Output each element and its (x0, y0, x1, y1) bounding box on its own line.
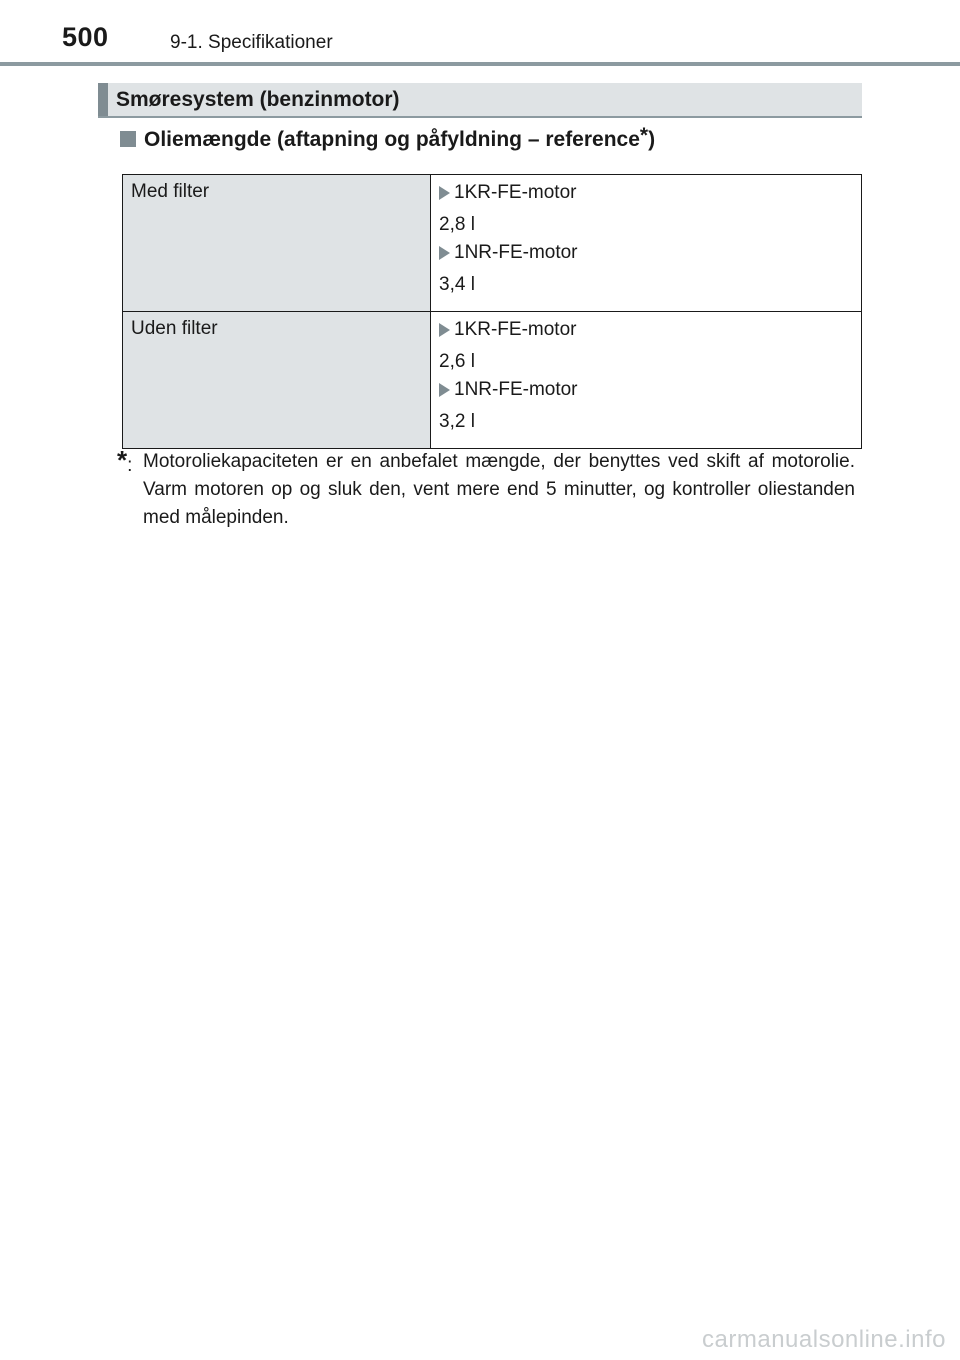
engine-name: 1NR-FE-motor (454, 242, 578, 263)
section-breadcrumb: 9-1. Specifikationer (170, 32, 333, 53)
row-values (431, 312, 862, 449)
subheading-close: ) (648, 128, 656, 151)
row-label: Uden filter (123, 312, 431, 449)
engine-entry (439, 241, 853, 265)
engine-entry (439, 318, 853, 342)
oil-capacity: 3,4 l (439, 274, 475, 295)
page-number: 500 (62, 22, 109, 52)
triangle-bullet-icon (439, 383, 450, 397)
header-rule (0, 62, 960, 66)
oil-capacity-table (122, 174, 862, 449)
footnote (117, 445, 855, 532)
table-row (123, 175, 862, 312)
oil-capacity: 3,2 l (439, 411, 475, 432)
engine-entry (439, 181, 853, 205)
section-title-bar (98, 83, 862, 118)
footnote-marker (117, 445, 133, 480)
triangle-bullet-icon (439, 323, 450, 337)
engine-name: 1KR-FE-motor (454, 182, 577, 203)
engine-entry (439, 378, 853, 402)
reference-marker: * (639, 124, 649, 147)
triangle-bullet-icon (439, 186, 450, 200)
footnote-star: * (117, 445, 128, 475)
engine-name: 1NR-FE-motor (454, 379, 578, 400)
section-title: Smøresystem (benzinmotor) (116, 88, 400, 111)
row-label: Med filter (123, 175, 431, 312)
watermark: carmanualsonline.info (702, 1326, 946, 1353)
footnote-colon: : (127, 455, 133, 476)
square-bullet-icon (120, 131, 136, 147)
oil-capacity: 2,6 l (439, 351, 475, 372)
triangle-bullet-icon (439, 246, 450, 260)
oil-capacity: 2,8 l (439, 214, 475, 235)
subheading (120, 124, 656, 152)
footnote-text: Motoroliekapaciteten er en anbefalet mængde, der benyttes ved skift af motorolie. Varm motoren op og sluk den, vent mere end 5 minutter, og kontroller oliestanden med målepinden. (143, 451, 855, 528)
row-values (431, 175, 862, 312)
section-bar-accent (98, 83, 108, 116)
subheading-text: Oliemængde (aftapning og påfyldning – reference (144, 128, 640, 151)
engine-name: 1KR-FE-motor (454, 319, 577, 340)
table-row (123, 312, 862, 449)
